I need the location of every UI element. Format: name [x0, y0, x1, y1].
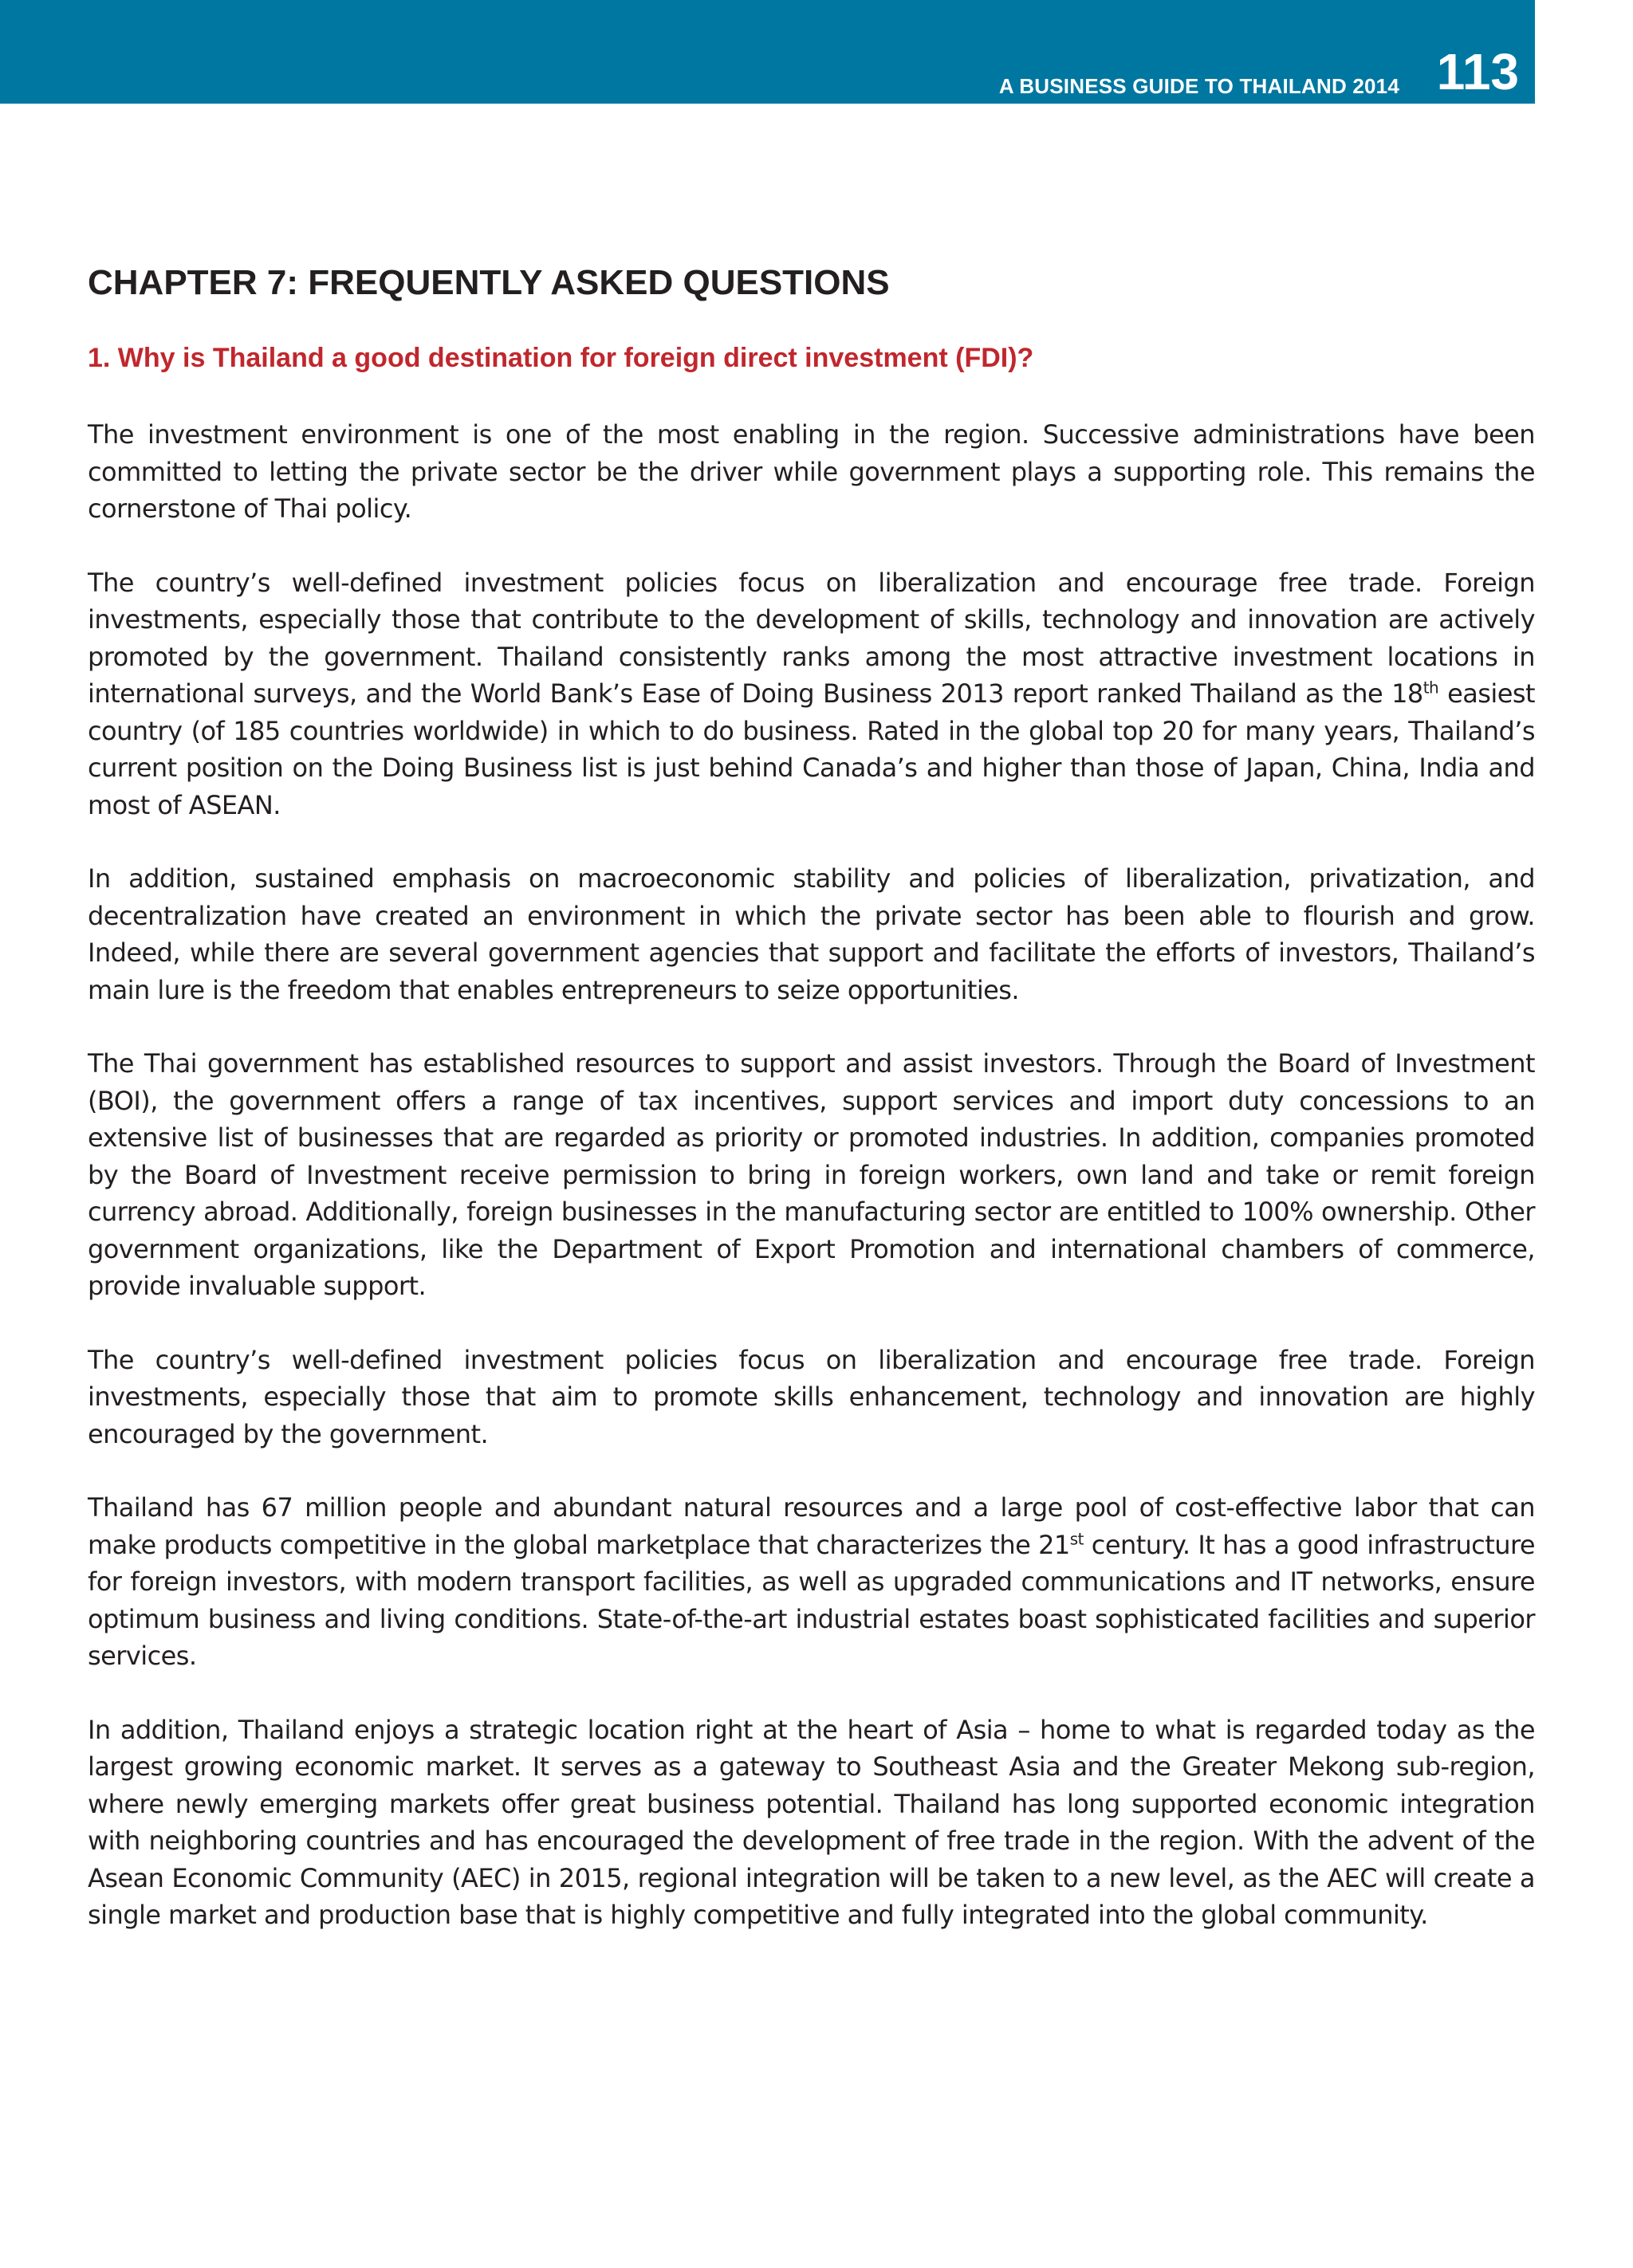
- paragraph-6: [88, 1489, 1535, 1675]
- paragraph-7: In addition, Thailand enjoys a strategic location right at the heart of Asia – home to what is regarded today as the largest growing economic market. It serves as a gateway to Southeast Asia and the Greater Mekong sub-region, where newly emerging markets offer great business potential. Thailand has long supported economic integration with neighboring countries and has encouraged the development of free trade in the region. With the advent of the Asean Economic Community (AEC) in 2015, regional integration will be taken to a new level, as the AEC will create a single market and production base that is highly competitive and fully integrated into the global community.: [88, 1714, 1535, 1930]
- paragraph-2-part-b: easiest country (of 185 countries worldwide) in which to do business. Rated in the global top 20 for many years, Thailand’s current position on the Doing Business list is just behind Canada’s and higher than those of Japan, China, India and most of ASEAN.: [88, 678, 1535, 820]
- guide-title: A BUSINESS GUIDE TO THAILAND 2014: [998, 74, 1399, 98]
- header-bar: [0, 0, 1535, 104]
- paragraph-5: The country’s well-defined investment policies focus on liberalization and encourage free trade. Foreign investments, especially those that aim to promote skills enhancement, technology and innovation are highly encouraged by the government.: [88, 1344, 1535, 1449]
- ordinal-suffix-st: st: [1069, 1528, 1084, 1548]
- paragraph-4: The Thai government has established resources to support and assist investors. Through the Board of Investment (BOI), the government offers a range of tax incentives, support services and import duty concessions to an extensive list of businesses that are regarded as priority or promoted industries. In addition, companies promoted by the Board of Investment receive permission to bring in foreign workers, own land and take or remit foreign currency abroad. Additionally, foreign businesses in the manufacturing sector are entitled to 100% ownership. Other government organizations, like the Department of Export Promotion and international chambers of commerce, provide invaluable support.: [88, 1048, 1535, 1301]
- ordinal-suffix-th: th: [1422, 678, 1439, 698]
- answer-body: [88, 416, 1535, 1971]
- faq-question-1: 1. Why is Thailand a good destination for foreign direct investment (FDI)?: [88, 343, 1034, 373]
- chapter-title: CHAPTER 7: FREQUENTLY ASKED QUESTIONS: [88, 263, 890, 302]
- paragraph-6-part-a: Thailand has 67 million people and abundant natural resources and a large pool of cost-effective labor that can make products competitive in the global marketplace that characterizes the 21: [88, 1492, 1535, 1560]
- paragraph-2: [88, 564, 1535, 824]
- paragraph-2-part-a: The country’s well-defined investment policies focus on liberalization and encourage free trade. Foreign investments, especially those that contribute to the development of skills, technology and innovation are actively promoted by the government. Thailand consistently ranks among the most attractive investment locations in international surveys, and the World Bank’s Ease of Doing Business 2013 report ranked Thailand as the 18: [88, 567, 1535, 709]
- page-number: 113: [1436, 43, 1519, 100]
- paragraph-1: The investment environment is one of the most enabling in the region. Successive administrations have been committed to letting the private sector be the driver while government plays a supporting role. This remains the cornerstone of Thai policy.: [88, 419, 1535, 524]
- paragraph-6-part-b: century. It has a good infrastructure for foreign investors, with modern transport facilities, as well as upgraded communications and IT networks, ensure optimum business and living conditions. State-of-the-art industrial estates boast sophisticated facilities and superior services.: [88, 1529, 1535, 1671]
- paragraph-3: In addition, sustained emphasis on macroeconomic stability and policies of liberalization, privatization, and decentralization have created an environment in which the private sector has been able to flourish and grow. Indeed, while there are several government agencies that support and facilitate the efforts of investors, Thailand’s main lure is the freedom that enables entrepreneurs to seize opportunities.: [88, 863, 1535, 1005]
